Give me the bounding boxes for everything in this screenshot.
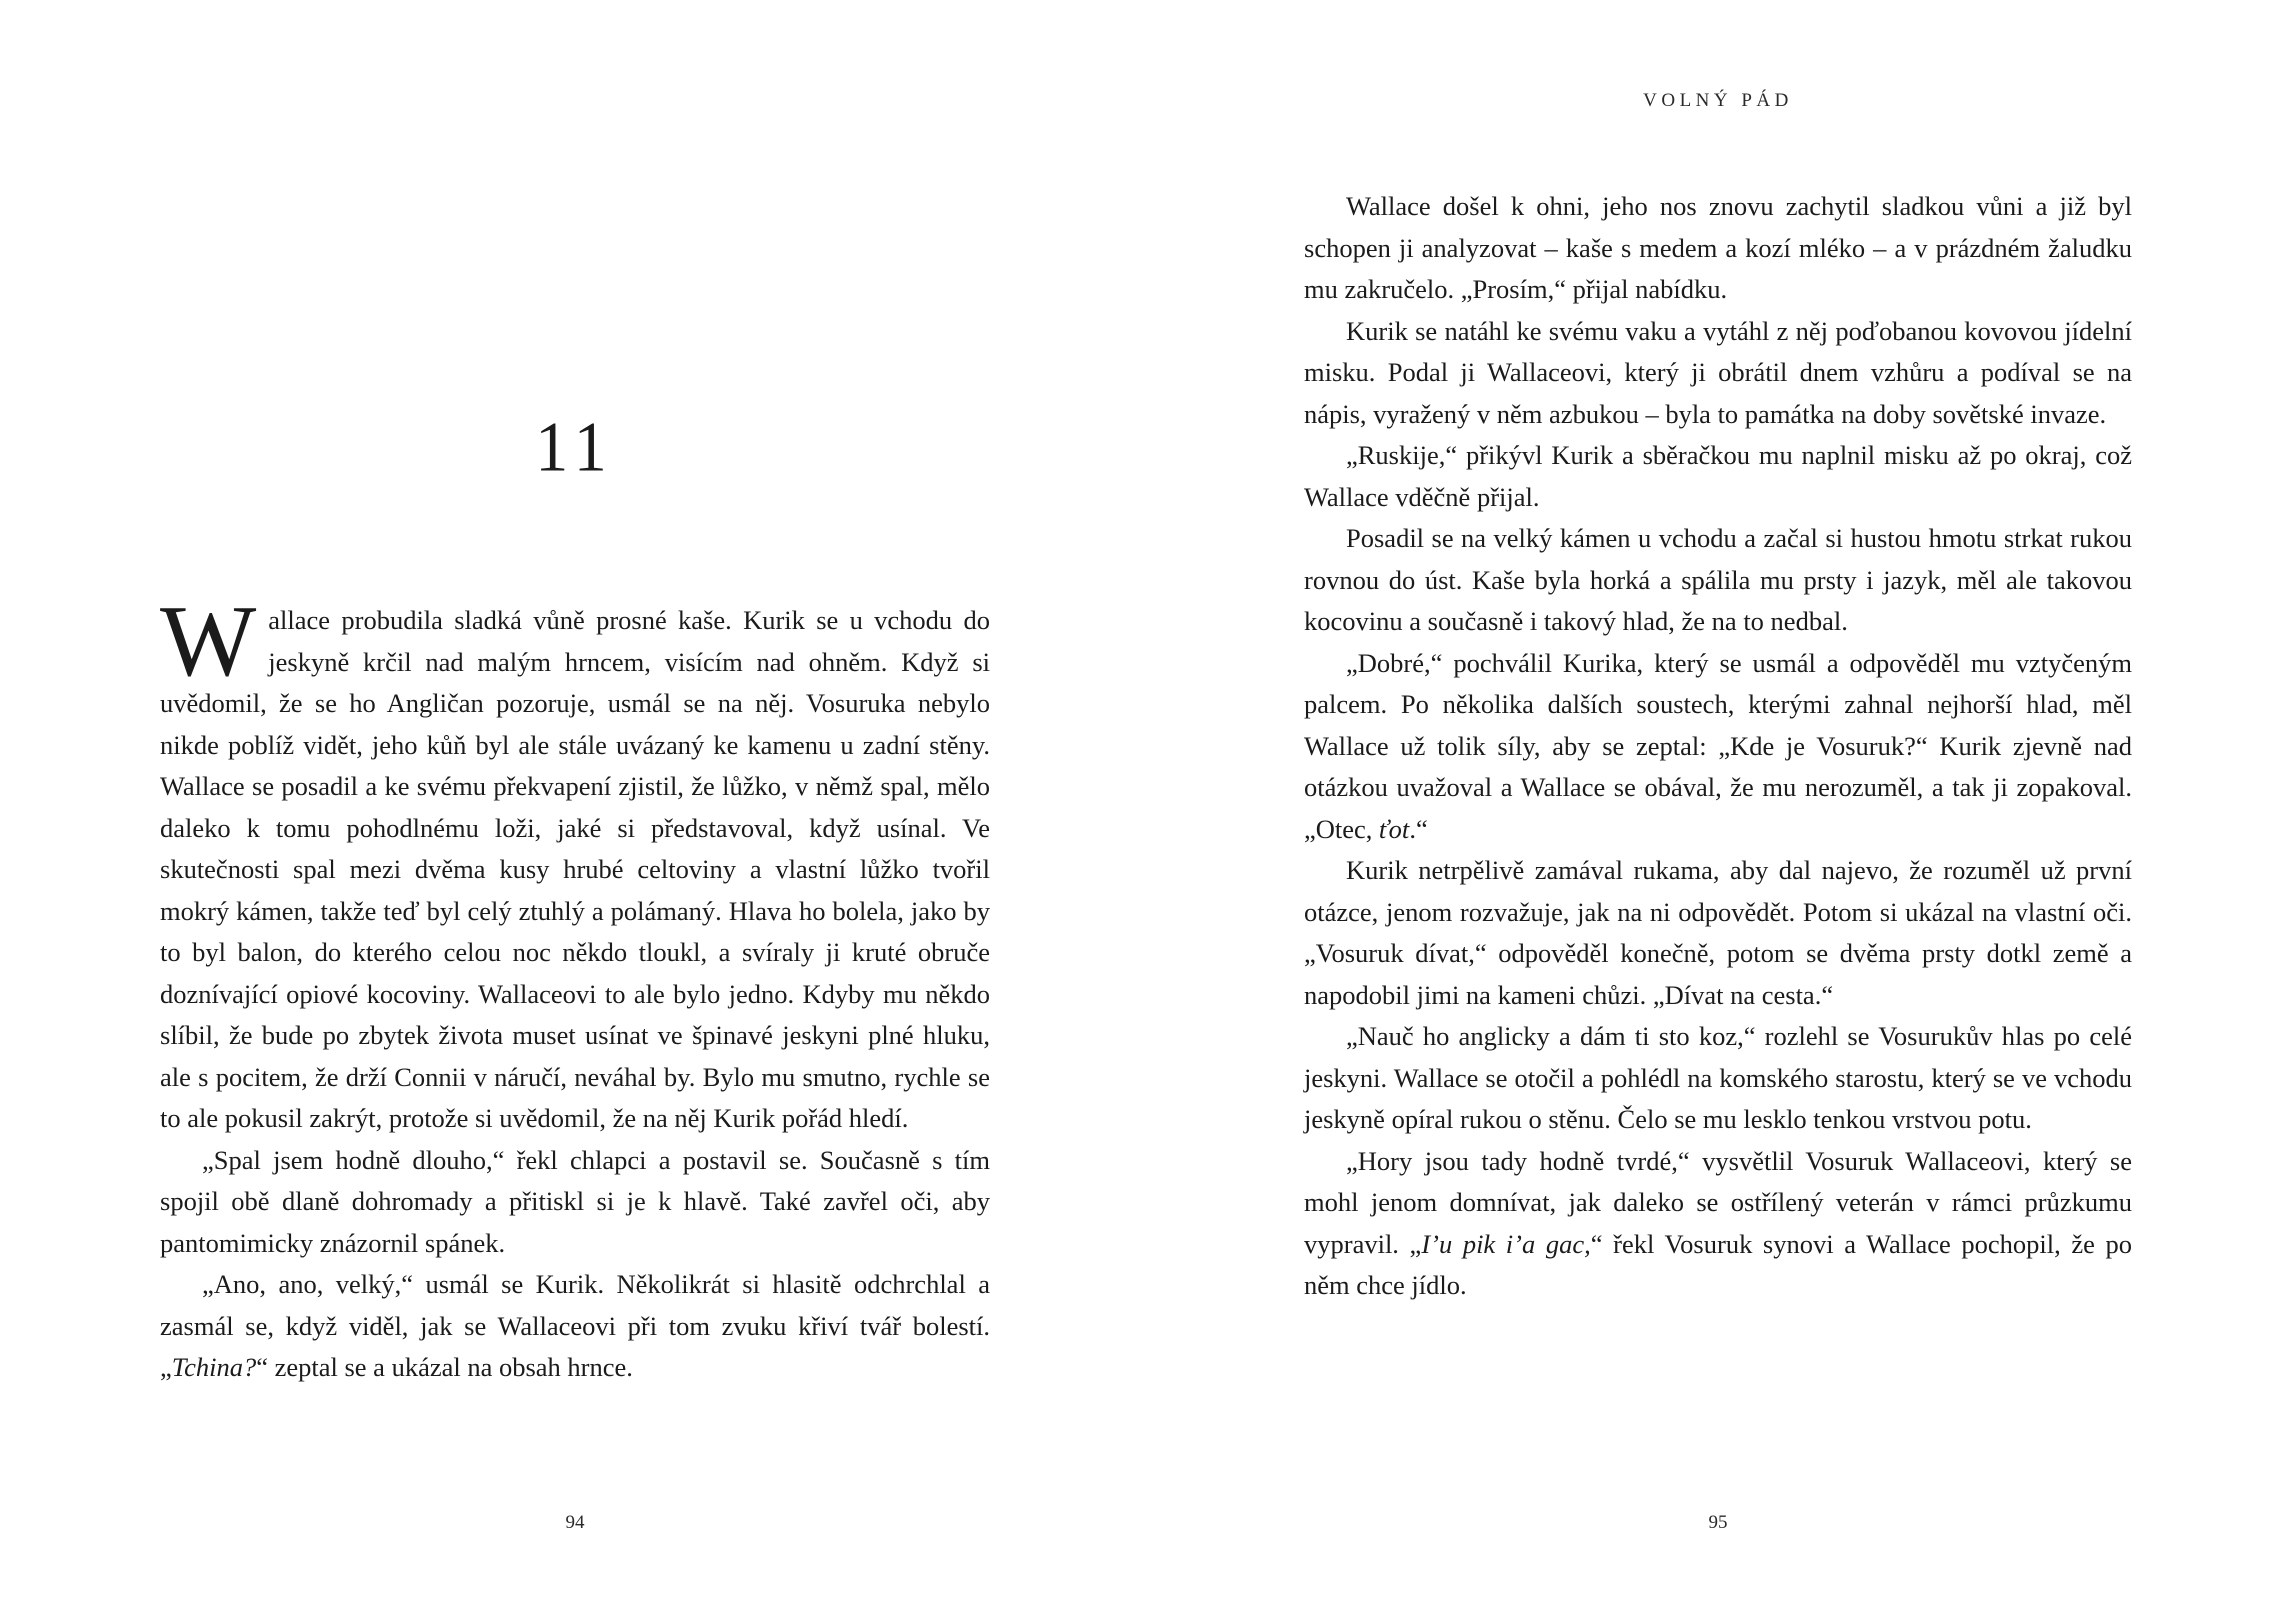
text-run: .“	[1409, 813, 1428, 844]
text-run: „Ruskije,“ přikývl Kurik a sběračkou mu naplnil misku až po okraj, což Wallace vděčně přijal.	[1304, 440, 2132, 512]
paragraph	[1304, 186, 2132, 311]
italic-text-run: Tchina?	[171, 1352, 257, 1382]
paragraph	[1304, 850, 2132, 1016]
drop-cap: W	[160, 585, 257, 698]
text-run: „Spal jsem hodně dlouho,“ řekl chlapci a postavil se. Současně s tím spojil obě dlaně dohromady a přitiskl si je k hlavě. Také zavřel oči, aby pantomimicky znázornil spánek.	[160, 1144, 990, 1258]
paragraph	[1304, 435, 2132, 518]
text-run: Kurik se natáhl ke svému vaku a vytáhl z něj poďobanou kovovou jídelní misku. Podal ji Wallaceovi, který ji obrátil dnem vzhůru a podíval se na nápis, vyražený v něm azbukou – byla to památka na doby sovětské invaze.	[1304, 315, 2132, 429]
paragraph	[1304, 1141, 2132, 1307]
text-run: allace probudila sladká vůně prosné kaše. Kurik se u vchodu do jeskyně krčil nad malým hrncem, visícím nad ohněm. Když si uvědomil, že se ho Angličan pozoruje, usmál se na něj. Vosuruka nebylo nikde poblíž vidět, jeho kůň byl ale stále uvázaný ke kamenu u zadní stěny. Wallace se posadil a ke svému překvapení zjistil, že lůžko, v němž spal, mělo daleko k tomu pohodlnému loži, jaké si představoval, když usínal. Ve skutečnosti spal mezi dvěma kusy hrubé celtoviny a vlastní lůžko tvořil mokrý kámen, takže teď byl celý ztuhlý a polámaný. Hlava ho bolela, jako by to byl balon, do kterého celou noc někdo tloukl, a svíraly ji kruté obruče doznívající opiové kocoviny. Wallaceovi to ale bylo jedno. Kdyby mu někdo slíbil, že bude po zbytek života muset usínat ve špinavé jeskyni plné hluku, ale s pocitem, že drží Connii v náručí, neváhal by. Bylo mu smutno, rychle se to ale pokusil zakrýt, protože si uvědomil, že na něj Kurik pořád hledí.	[160, 605, 990, 1133]
paragraph	[160, 585, 990, 1140]
text-run: “ zeptal se a ukázal na obsah hrnce.	[256, 1352, 633, 1382]
text-run: „Dobré,“ pochválil Kurika, který se usmál a odpověděl mu vztyčeným palcem. Po několika dalších soustech, kterými zahnal nejhorší hlad, měl Wallace už tolik síly, aby se zeptal: „Kde je Vosuruk?“ Kurik zjevně nad otázkou uvažoval a Wallace se obával, že mu nerozuměl, a tak ji zopakoval. „Otec,	[1304, 647, 2132, 844]
text-run: Posadil se na velký kámen u vchodu a začal si hustou hmotu strkat rukou rovnou do úst. Kaše byla horká a spálila mu prsty i jazyk, měl ale takovou kocovinu a současně i takový hlad, že na to nedbal.	[1304, 523, 2132, 636]
text-run: Kurik netrpělivě zamával rukama, aby dal najevo, že rozuměl už první otázce, jenom rozvažuje, jak na ni odpovědět. Potom si ukázal na vlastní oči. „Vosuruk dívat,“ odpověděl konečně, potom se dvěma prsty dotkl země a napodobil jimi na kameni chůzi. „Dívat na cesta.“	[1304, 855, 2132, 1010]
text-run: „Hory jsou tady hodně tvrdé,“ vysvětlil Vosuruk Wallaceovi, který se mohl jenom domnívat, jak daleko se ostřílený veterán v rámci průzkumu vypravil. „	[1304, 1145, 2132, 1259]
text-run: „Nauč ho anglicky a dám ti sto koz,“ rozlehl se Vosurukův hlas po celé jeskyni. Wallace se otočil a pohlédl na komského starostu, který se ve vchodu jeskyně opíral rukou o stěnu. Čelo se mu lesklo tenkou vrstvou potu.	[1304, 1021, 2132, 1134]
paragraph	[1304, 311, 2132, 436]
chapter-number: 11	[535, 408, 615, 487]
paragraph	[1304, 518, 2132, 643]
italic-text-run: ťot	[1379, 813, 1410, 844]
text-run: “ řekl Vosuruk synovi a Wallace pochopil, že po něm chce jídlo.	[1304, 1228, 2132, 1300]
page-number-left: 94	[565, 1512, 585, 1533]
right-page-text	[1304, 186, 2132, 1307]
text-run: Wallace došel k ohni, jeho nos znovu zachytil sladkou vůni a již byl schopen ji analyzovat – kaše s medem a kozí mléko – a v prázdném žaludku mu zakručelo. „Prosím,“ přijal nabídku.	[1304, 191, 2132, 304]
paragraph	[160, 1264, 990, 1389]
paragraph	[160, 1140, 990, 1265]
italic-text-run: I’u pik i’a gac,	[1421, 1228, 1591, 1259]
left-page-text	[160, 585, 990, 1389]
running-header: VOLNÝ PÁD	[1643, 90, 1793, 111]
paragraph	[1304, 1016, 2132, 1141]
page-number-right: 95	[1708, 1512, 1728, 1533]
paragraph	[1304, 643, 2132, 851]
text-run: „Ano, ano, velký,“ usmál se Kurik. Několikrát si hlasitě odchrchlal a zasmál se, když viděl, jak se Wallaceovi při tom zvuku křiví tvář bolestí. „	[160, 1269, 990, 1382]
